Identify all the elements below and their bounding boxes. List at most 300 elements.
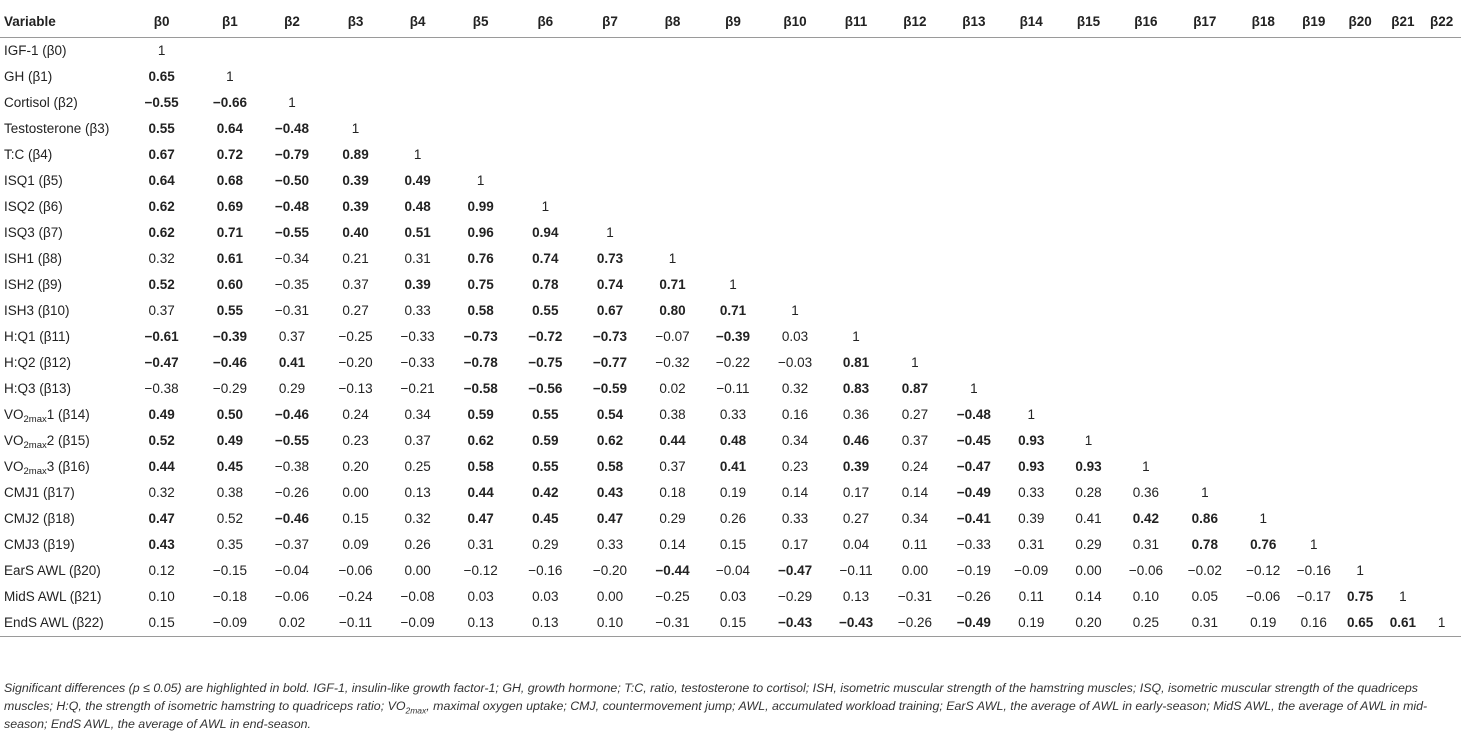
empty-cell bbox=[387, 38, 449, 65]
empty-cell bbox=[1422, 272, 1461, 298]
table-cell: 0.27 bbox=[842, 511, 870, 526]
empty-cell bbox=[513, 38, 578, 65]
empty-cell bbox=[1003, 90, 1059, 116]
empty-cell bbox=[1174, 298, 1236, 324]
table-cell: 0.67 bbox=[148, 147, 175, 162]
empty-cell bbox=[1384, 324, 1423, 350]
empty-cell bbox=[1422, 116, 1461, 142]
empty-cell bbox=[1059, 168, 1117, 194]
table-cell: 0.19 bbox=[1018, 615, 1045, 630]
table-cell: 0.78 bbox=[532, 277, 559, 292]
empty-cell bbox=[1118, 428, 1174, 454]
empty-cell bbox=[945, 194, 1003, 220]
table-cell: 0.02 bbox=[659, 381, 686, 396]
table-cell: 0.34 bbox=[901, 511, 929, 526]
table-row bbox=[0, 532, 1461, 558]
column-header: β1 bbox=[222, 14, 238, 29]
empty-cell bbox=[1174, 246, 1236, 272]
empty-cell bbox=[827, 246, 885, 272]
table-cell: −0.77 bbox=[592, 355, 628, 370]
empty-cell bbox=[1118, 350, 1174, 376]
table-cell: 0.54 bbox=[596, 407, 624, 422]
empty-cell bbox=[703, 90, 763, 116]
table-row bbox=[0, 584, 1461, 610]
empty-cell bbox=[945, 142, 1003, 168]
empty-cell bbox=[1118, 90, 1174, 116]
empty-cell bbox=[763, 272, 827, 298]
row-label: MidS AWL (β21) bbox=[4, 589, 102, 604]
table-cell: 1 bbox=[668, 251, 677, 266]
table-row bbox=[0, 272, 1461, 298]
table-cell: 0.48 bbox=[404, 199, 431, 214]
table-cell: 0.36 bbox=[1132, 485, 1160, 500]
table-cell: 0.37 bbox=[404, 433, 431, 448]
row-label: CMJ2 (β18) bbox=[4, 511, 75, 526]
table-row bbox=[0, 64, 1461, 90]
table-cell: −0.09 bbox=[1014, 563, 1049, 578]
row-label-subscript: 2max bbox=[23, 440, 47, 451]
empty-cell bbox=[1174, 454, 1236, 480]
empty-cell bbox=[1337, 90, 1384, 116]
empty-cell bbox=[1003, 168, 1059, 194]
empty-cell bbox=[1337, 272, 1384, 298]
column-header: β12 bbox=[903, 14, 927, 29]
empty-cell bbox=[1291, 246, 1337, 272]
table-cell: 0.41 bbox=[278, 355, 306, 370]
table-cell: −0.11 bbox=[716, 381, 750, 396]
table-cell: 0.40 bbox=[342, 225, 369, 240]
table-cell: −0.06 bbox=[338, 563, 373, 578]
table-cell: −0.58 bbox=[463, 381, 498, 396]
column-header: β4 bbox=[409, 14, 426, 29]
empty-cell bbox=[945, 350, 1003, 376]
empty-cell bbox=[1291, 506, 1337, 532]
table-row bbox=[0, 376, 1461, 402]
table-cell: 0.55 bbox=[216, 303, 244, 318]
table-cell: −0.73 bbox=[463, 329, 498, 344]
empty-cell bbox=[1384, 272, 1423, 298]
table-cell: 0.38 bbox=[659, 407, 686, 422]
table-cell: 0.68 bbox=[216, 173, 244, 188]
table-cell: −0.17 bbox=[1296, 589, 1331, 604]
empty-cell bbox=[642, 168, 702, 194]
table-cell: 0.00 bbox=[1075, 563, 1102, 578]
empty-cell bbox=[763, 220, 827, 246]
table-cell: −0.78 bbox=[463, 355, 498, 370]
table-cell: 0.65 bbox=[148, 69, 175, 84]
table-cell: 0.16 bbox=[1300, 615, 1327, 630]
empty-cell bbox=[1291, 272, 1337, 298]
table-cell: 0.89 bbox=[342, 147, 369, 162]
table-cell: 0.31 bbox=[467, 537, 494, 552]
table-cell: 0.46 bbox=[842, 433, 870, 448]
empty-cell bbox=[387, 116, 449, 142]
table-cell: 0.00 bbox=[901, 563, 929, 578]
table-cell: −0.38 bbox=[274, 459, 310, 474]
empty-cell bbox=[1003, 376, 1059, 402]
table-cell: 0.58 bbox=[596, 459, 624, 474]
table-cell: 0.29 bbox=[532, 537, 559, 552]
table-cell: 0.72 bbox=[216, 147, 244, 162]
empty-cell bbox=[1422, 532, 1461, 558]
row-label bbox=[0, 402, 123, 428]
table-cell: 0.44 bbox=[659, 433, 686, 448]
empty-cell bbox=[1291, 454, 1337, 480]
empty-cell bbox=[1174, 376, 1236, 402]
empty-cell bbox=[1337, 116, 1384, 142]
empty-cell bbox=[1422, 324, 1461, 350]
empty-cell bbox=[1118, 376, 1174, 402]
column-header: β7 bbox=[602, 14, 618, 29]
table-cell: 0.29 bbox=[1075, 537, 1102, 552]
table-cell: 0.13 bbox=[404, 485, 431, 500]
empty-cell bbox=[1118, 220, 1174, 246]
empty-cell bbox=[763, 168, 827, 194]
column-header: β16 bbox=[1134, 14, 1158, 29]
table-cell: 0.73 bbox=[596, 251, 624, 266]
table-cell: 0.62 bbox=[148, 225, 175, 240]
table-cell: 1 bbox=[1356, 563, 1364, 578]
table-cell: 0.60 bbox=[216, 277, 244, 292]
table-cell: 0.39 bbox=[842, 459, 870, 474]
column-header: β20 bbox=[1348, 14, 1372, 29]
table-cell: 0.51 bbox=[404, 225, 431, 240]
empty-cell bbox=[1118, 246, 1174, 272]
empty-cell bbox=[1384, 194, 1423, 220]
table-cell: 0.34 bbox=[404, 407, 431, 422]
empty-cell bbox=[1059, 246, 1117, 272]
empty-cell bbox=[1291, 402, 1337, 428]
row-label: IGF-1 (β0) bbox=[4, 43, 67, 58]
table-cell: 0.44 bbox=[148, 459, 175, 474]
table-cell: 0.83 bbox=[842, 381, 870, 396]
empty-cell bbox=[1384, 402, 1423, 428]
empty-cell bbox=[885, 116, 944, 142]
table-cell: −0.44 bbox=[655, 563, 690, 578]
table-cell: 0.41 bbox=[719, 459, 747, 474]
empty-cell bbox=[1384, 506, 1423, 532]
row-label-suffix: 1 (β14) bbox=[46, 407, 90, 422]
empty-cell bbox=[1422, 454, 1461, 480]
empty-cell bbox=[1384, 558, 1423, 584]
empty-cell bbox=[945, 38, 1003, 65]
row-label-prefix: VO bbox=[4, 459, 24, 474]
table-cell: 0.14 bbox=[781, 485, 809, 500]
table-cell: 0.47 bbox=[596, 511, 624, 526]
table-cell: −0.06 bbox=[1128, 563, 1163, 578]
table-cell: 0.74 bbox=[532, 251, 559, 266]
empty-cell bbox=[1118, 168, 1174, 194]
table-cell: 0.39 bbox=[342, 199, 369, 214]
empty-cell bbox=[1337, 220, 1384, 246]
header-row bbox=[0, 7, 1461, 38]
empty-cell bbox=[1236, 402, 1291, 428]
empty-cell bbox=[1059, 376, 1117, 402]
table-cell: −0.37 bbox=[274, 537, 310, 552]
empty-cell bbox=[945, 324, 1003, 350]
empty-cell bbox=[1118, 298, 1174, 324]
table-cell: 0.15 bbox=[342, 511, 369, 526]
empty-cell bbox=[1059, 194, 1117, 220]
table-cell: 0.14 bbox=[901, 485, 929, 500]
table-cell: −0.55 bbox=[274, 225, 310, 240]
empty-cell bbox=[1384, 376, 1423, 402]
empty-cell bbox=[1118, 194, 1174, 220]
table-cell: −0.21 bbox=[400, 381, 435, 396]
table-cell: 0.18 bbox=[659, 485, 686, 500]
table-cell: −0.55 bbox=[144, 95, 179, 110]
column-header: β9 bbox=[725, 14, 741, 29]
table-cell: 0.49 bbox=[404, 173, 431, 188]
empty-cell bbox=[1003, 350, 1059, 376]
row-label: H:Q1 (β11) bbox=[4, 329, 71, 344]
table-row bbox=[0, 324, 1461, 350]
table-cell: −0.26 bbox=[956, 589, 991, 604]
table-cell: 0.74 bbox=[596, 277, 624, 292]
table-cell: 0.19 bbox=[1250, 615, 1277, 630]
table-cell: 0.37 bbox=[342, 277, 369, 292]
empty-cell bbox=[578, 168, 643, 194]
table-cell: 0.14 bbox=[1075, 589, 1102, 604]
empty-cell bbox=[1291, 480, 1337, 506]
empty-cell bbox=[1174, 324, 1236, 350]
empty-cell bbox=[260, 38, 325, 65]
table-cell: −0.46 bbox=[212, 355, 247, 370]
empty-cell bbox=[1003, 194, 1059, 220]
empty-cell bbox=[1422, 480, 1461, 506]
empty-cell bbox=[1422, 376, 1461, 402]
empty-cell bbox=[945, 64, 1003, 90]
table-cell: 0.02 bbox=[278, 615, 306, 630]
empty-cell bbox=[1384, 532, 1423, 558]
empty-cell bbox=[1337, 532, 1384, 558]
empty-cell bbox=[1236, 142, 1291, 168]
empty-cell bbox=[885, 324, 944, 350]
empty-cell bbox=[1384, 480, 1423, 506]
table-cell: −0.16 bbox=[1296, 563, 1331, 578]
empty-cell bbox=[1236, 350, 1291, 376]
table-cell: −0.48 bbox=[274, 199, 310, 214]
table-cell: 0.75 bbox=[1347, 589, 1374, 604]
empty-cell bbox=[1384, 64, 1423, 90]
table-cell: −0.48 bbox=[274, 121, 310, 136]
table-cell: 0.93 bbox=[1018, 459, 1045, 474]
empty-cell bbox=[827, 168, 885, 194]
table-cell: 0.75 bbox=[467, 277, 494, 292]
table-cell: −0.49 bbox=[956, 615, 991, 630]
table-cell: 0.33 bbox=[1018, 485, 1045, 500]
table-cell: 0.39 bbox=[1018, 511, 1045, 526]
empty-cell bbox=[1003, 272, 1059, 298]
row-label: EarS AWL (β20) bbox=[4, 563, 101, 578]
table-cell: 0.20 bbox=[342, 459, 369, 474]
table-cell: −0.22 bbox=[715, 355, 751, 370]
empty-cell bbox=[1337, 350, 1384, 376]
empty-cell bbox=[703, 64, 763, 90]
table-cell: 0.50 bbox=[216, 407, 244, 422]
table-cell: −0.08 bbox=[400, 589, 435, 604]
table-cell: 0.55 bbox=[532, 459, 559, 474]
table-cell: −0.06 bbox=[274, 589, 310, 604]
empty-cell bbox=[513, 90, 578, 116]
table-cell: 0.13 bbox=[532, 615, 559, 630]
table-cell: 1 bbox=[791, 303, 799, 318]
empty-cell bbox=[1118, 116, 1174, 142]
table-cell: −0.38 bbox=[144, 381, 179, 396]
table-row bbox=[0, 246, 1461, 272]
table-cell: −0.11 bbox=[839, 563, 873, 578]
table-cell: −0.47 bbox=[144, 355, 179, 370]
empty-cell bbox=[827, 194, 885, 220]
empty-cell bbox=[513, 64, 578, 90]
empty-cell bbox=[200, 38, 259, 65]
column-header: β10 bbox=[783, 14, 807, 29]
table-cell: −0.04 bbox=[715, 563, 751, 578]
empty-cell bbox=[885, 194, 944, 220]
table-cell: 0.52 bbox=[148, 277, 175, 292]
table-cell: 0.62 bbox=[148, 199, 175, 214]
empty-cell bbox=[1422, 194, 1461, 220]
column-header: β17 bbox=[1193, 14, 1217, 29]
empty-cell bbox=[1337, 142, 1384, 168]
empty-cell bbox=[1059, 324, 1117, 350]
empty-cell bbox=[1003, 220, 1059, 246]
table-cell: −0.66 bbox=[212, 95, 247, 110]
empty-cell bbox=[1118, 324, 1174, 350]
correlation-table bbox=[0, 7, 1461, 637]
empty-cell bbox=[1422, 246, 1461, 272]
table-cell: −0.25 bbox=[338, 329, 373, 344]
empty-cell bbox=[642, 64, 702, 90]
empty-cell bbox=[827, 142, 885, 168]
table-cell: 0.21 bbox=[342, 251, 369, 266]
table-row bbox=[0, 194, 1461, 220]
empty-cell bbox=[1236, 376, 1291, 402]
table-cell: 0.03 bbox=[781, 329, 809, 344]
table-cell: 0.49 bbox=[148, 407, 175, 422]
empty-cell bbox=[703, 194, 763, 220]
table-row bbox=[0, 350, 1461, 376]
table-cell: 0.49 bbox=[216, 433, 244, 448]
table-cell: 0.94 bbox=[532, 225, 559, 240]
table-cell: 0.34 bbox=[781, 433, 809, 448]
table-cell: −0.39 bbox=[715, 329, 751, 344]
empty-cell bbox=[827, 298, 885, 324]
empty-cell bbox=[703, 168, 763, 194]
empty-cell bbox=[578, 194, 643, 220]
empty-cell bbox=[1059, 142, 1117, 168]
table-cell: 0.99 bbox=[467, 199, 494, 214]
column-header: β15 bbox=[1076, 14, 1101, 29]
empty-cell bbox=[885, 64, 944, 90]
empty-cell bbox=[827, 38, 885, 65]
empty-cell bbox=[1174, 194, 1236, 220]
table-cell: 0.47 bbox=[467, 511, 494, 526]
empty-cell bbox=[1291, 428, 1337, 454]
column-header: β3 bbox=[347, 14, 364, 29]
empty-cell bbox=[1384, 116, 1423, 142]
table-cell: 0.12 bbox=[148, 563, 175, 578]
empty-cell bbox=[1291, 194, 1337, 220]
table-cell: −0.35 bbox=[274, 277, 310, 292]
empty-cell bbox=[1422, 64, 1461, 90]
table-cell: −0.29 bbox=[777, 589, 813, 604]
column-header: β21 bbox=[1391, 14, 1415, 29]
empty-cell bbox=[1291, 168, 1337, 194]
table-cell: 0.59 bbox=[467, 407, 494, 422]
table-cell: 0.33 bbox=[781, 511, 809, 526]
table-cell: 0.55 bbox=[148, 121, 175, 136]
table-cell: 0.62 bbox=[596, 433, 624, 448]
empty-cell bbox=[763, 194, 827, 220]
empty-cell bbox=[1236, 272, 1291, 298]
empty-cell bbox=[642, 142, 702, 168]
empty-cell bbox=[885, 298, 944, 324]
table-cell: −0.06 bbox=[1246, 589, 1281, 604]
empty-cell bbox=[1118, 272, 1174, 298]
table-cell: 1 bbox=[1084, 433, 1093, 448]
table-row bbox=[0, 90, 1461, 116]
empty-cell bbox=[1174, 428, 1236, 454]
column-header: β14 bbox=[1019, 14, 1043, 29]
empty-cell bbox=[885, 168, 944, 194]
table-cell: 0.20 bbox=[1075, 615, 1102, 630]
table-cell: 1 bbox=[606, 225, 614, 240]
table-cell: −0.09 bbox=[212, 615, 247, 630]
table-cell: 0.00 bbox=[596, 589, 624, 604]
table-cell: 1 bbox=[1399, 589, 1407, 604]
empty-cell bbox=[1003, 246, 1059, 272]
empty-cell bbox=[1337, 506, 1384, 532]
empty-cell bbox=[1291, 376, 1337, 402]
empty-cell bbox=[1003, 142, 1059, 168]
empty-cell bbox=[1422, 38, 1461, 65]
table-cell: −0.20 bbox=[592, 563, 628, 578]
table-cell: 1 bbox=[226, 69, 234, 84]
empty-cell bbox=[1384, 350, 1423, 376]
empty-cell bbox=[448, 142, 513, 168]
empty-cell bbox=[578, 38, 643, 65]
empty-cell bbox=[1236, 90, 1291, 116]
row-label bbox=[0, 428, 123, 454]
empty-cell bbox=[448, 38, 513, 65]
footnote-text-2: , maximal oxygen uptake; CMJ, countermovement jump; AWL, accumulated workload training; EarS AWL, the average of AWL in early-season; MidS AWL, the average of AWL in mid-season; EndS AWL, the average of AWL in end-season. bbox=[4, 699, 1428, 731]
empty-cell bbox=[1003, 324, 1059, 350]
table-cell: 1 bbox=[476, 173, 485, 188]
row-label-subscript: 2max bbox=[23, 414, 47, 425]
table-cell: 0.87 bbox=[901, 381, 929, 396]
table-cell: 0.64 bbox=[148, 173, 175, 188]
empty-cell bbox=[1059, 220, 1117, 246]
empty-cell bbox=[448, 90, 513, 116]
table-cell: −0.56 bbox=[528, 381, 563, 396]
row-label: CMJ3 (β19) bbox=[4, 537, 75, 552]
empty-cell bbox=[1174, 142, 1236, 168]
empty-cell bbox=[1059, 38, 1117, 65]
table-cell: −0.12 bbox=[1246, 563, 1281, 578]
table-cell: −0.33 bbox=[400, 329, 435, 344]
table-cell: 0.80 bbox=[659, 303, 686, 318]
table-cell: −0.50 bbox=[274, 173, 310, 188]
empty-cell bbox=[1337, 246, 1384, 272]
table-cell: 0.15 bbox=[148, 615, 175, 630]
empty-cell bbox=[1384, 454, 1423, 480]
table-cell: −0.49 bbox=[956, 485, 991, 500]
table-cell: −0.31 bbox=[897, 589, 933, 604]
empty-cell bbox=[827, 272, 885, 298]
empty-cell bbox=[1337, 454, 1384, 480]
row-label: H:Q2 (β12) bbox=[4, 355, 72, 370]
